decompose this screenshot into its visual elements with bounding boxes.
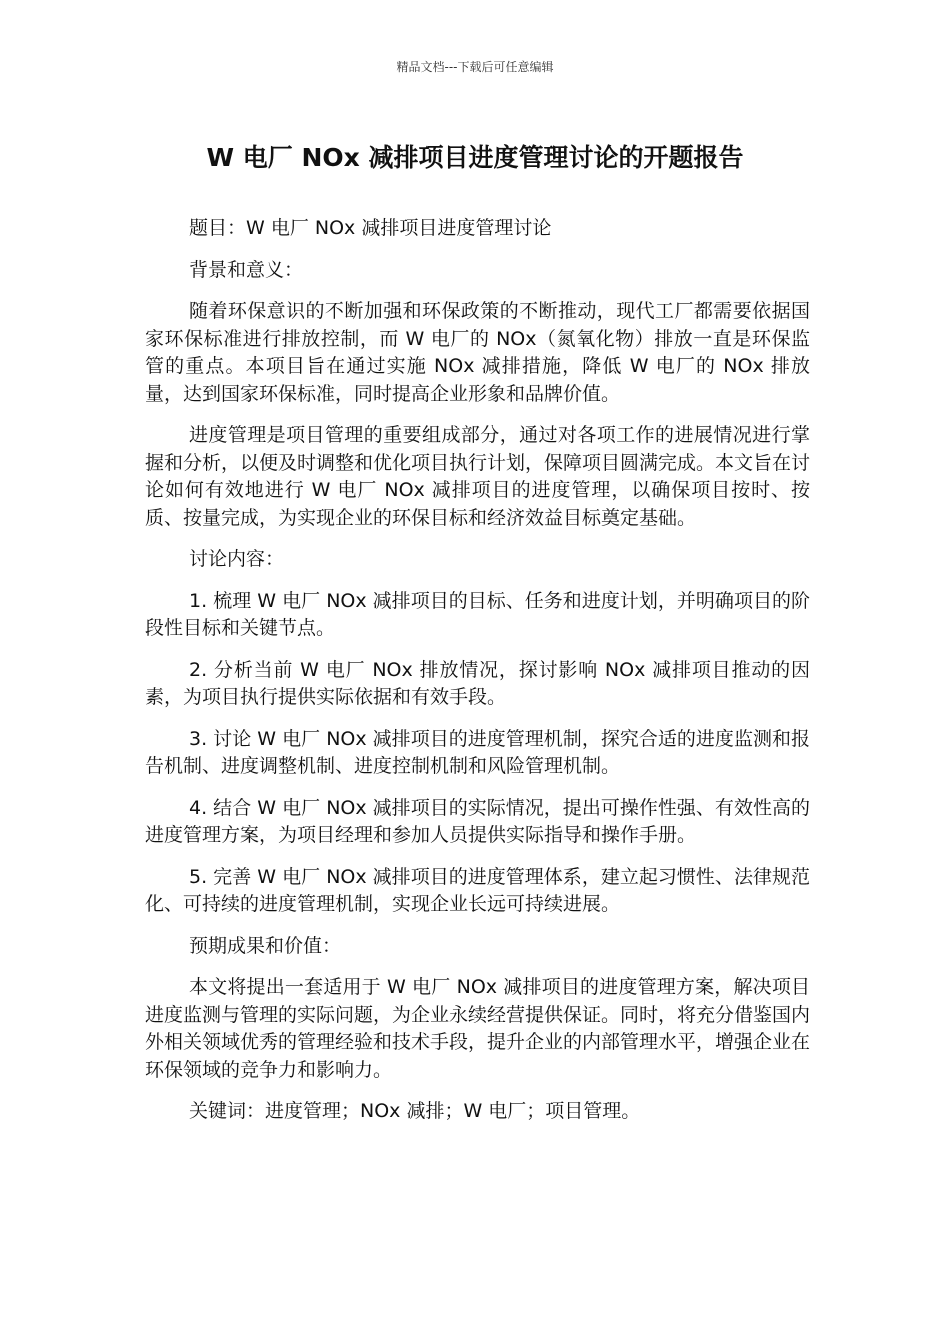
header-note: 精品文档---下载后可任意编辑 bbox=[396, 60, 554, 74]
document-body bbox=[145, 215, 810, 1140]
keywords-paragraph: 关键词：进度管理；NOx 减排；W 电厂；项目管理。 bbox=[189, 1100, 641, 1122]
document-title: W 电厂 NOx 减排项目进度管理讨论的开题报告 bbox=[206, 143, 744, 172]
outcomes-heading: 预期成果和价值： bbox=[189, 934, 342, 957]
background-paragraph-2: 进度管理是项目管理的重要组成部分，通过对各项工作的进展情况进行掌握和分析，以便及时调整和优化项目执行计划，保障项目圆满完成。本文旨在讨论如何有效地进行 W 电厂 NOx 减排项目的进度管理，以确保项目按时、按质、按量完成，为实现企业的环保目标和经济效益目标奠定基础。 bbox=[145, 424, 811, 529]
discussion-heading: 讨论内容： bbox=[189, 548, 285, 570]
discussion-item-3: 3. 讨论 W 电厂 NOx 减排项目的进度管理机制，探究合适的进度监测和报告机制、进度调整机制、进度控制机制和风险管理机制。 bbox=[145, 727, 810, 777]
outcomes-paragraph: 本文将提出一套适用于 W 电厂 NOx 减排项目的进度管理方案，解决项目进度监测与管理的实际问题，为企业永续经营提供保证。同时，将充分借鉴国内外相关领域优秀的管理经验和技术手段，提升企业的内部管理水平，增强企业在环保领域的竞争力和影响力。 bbox=[145, 976, 811, 1081]
discussion-item-2: 2. 分析当前 W 电厂 NOx 排放情况，探讨影响 NOx 减排项目推动的因素，为项目执行提供实际依据和有效手段。 bbox=[145, 658, 810, 708]
topic-paragraph: 题目：W 电厂 NOx 减排项目进度管理讨论 bbox=[189, 217, 552, 239]
background-paragraph-1: 随着环保意识的不断加强和环保政策的不断推动，现代工厂都需要依据国家环保标准进行排放控制，而 W 电厂的 NOx（氮氧化物）排放一直是环保监管的重点。本项目旨在通过实施 NOx 减排措施，降低 W 电厂的 NOx 排放量，达到国家环保标准，同时提高企业形象和品牌价值。 bbox=[145, 300, 810, 405]
discussion-item-4: 4. 结合 W 电厂 NOx 减排项目的实际情况，提出可操作性强、有效性高的进度管理方案，为项目经理和参加人员提供实际指导和操作手册。 bbox=[145, 796, 810, 846]
discussion-item-5: 5. 完善 W 电厂 NOx 减排项目的进度管理体系，建立起习惯性、法律规范化、可持续的进度管理机制，实现企业长远可持续进展。 bbox=[145, 865, 810, 915]
discussion-item-1: 1. 梳理 W 电厂 NOx 减排项目的目标、任务和进度计划，并明确项目的阶段性目标和关键节点。 bbox=[145, 589, 810, 639]
background-heading: 背景和意义： bbox=[189, 258, 304, 281]
